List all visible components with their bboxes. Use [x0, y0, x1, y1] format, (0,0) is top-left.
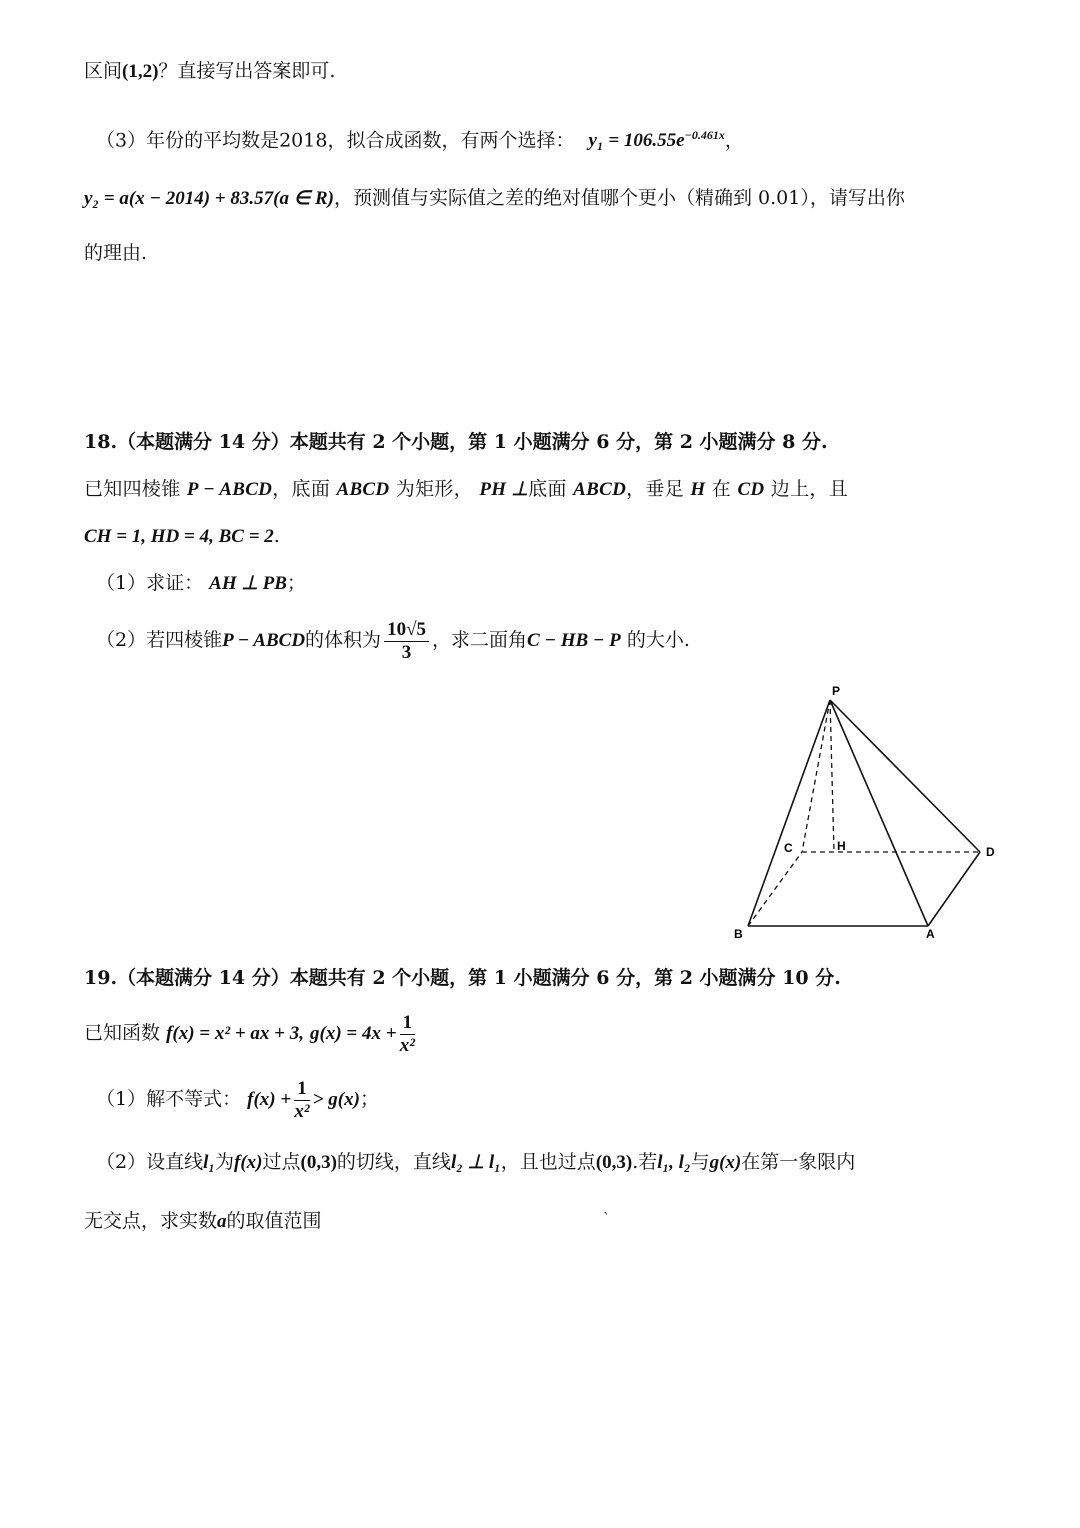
text: ，拟合成函数，有两个选择：	[327, 129, 575, 152]
edge-PC	[802, 700, 830, 852]
q18-part1	[96, 568, 1000, 599]
fraction	[400, 1012, 416, 1057]
part-label: （1）求证：	[96, 572, 204, 594]
text: 的切线，直线	[336, 1151, 451, 1173]
part-label: （3）年份的平均数是	[96, 129, 280, 152]
text: 与	[690, 1151, 710, 1173]
text: 的大小.	[626, 629, 690, 651]
math: C − HB − P	[527, 630, 621, 651]
question-heading: 19.（本题满分 14 分）本题共有 2 个小题，第 1 小题满分 6 分，第 2 小题满分 10 分.	[84, 967, 841, 989]
text: 在第一象限内	[741, 1151, 856, 1173]
text: 的体积为	[305, 629, 382, 651]
math: l₁	[203, 1152, 215, 1173]
part-label: （2）若四棱锥	[96, 629, 223, 651]
text: 区间	[84, 60, 123, 82]
edge-BC	[748, 852, 802, 926]
denominator: 3	[401, 641, 412, 663]
text: ？直接写出答案即可.	[158, 60, 336, 82]
text: 底面	[528, 478, 567, 500]
part-label: （1）解不等式：	[96, 1088, 242, 1110]
math: > g(x)	[312, 1089, 360, 1110]
question-heading: 18.（本题满分 14 分）本题共有 2 个小题，第 1 小题满分 6 分，第 2 小题满分 8 分.	[84, 431, 828, 453]
text: 为矩形，	[395, 478, 473, 500]
text: .	[273, 525, 280, 547]
text: ；	[359, 1088, 379, 1110]
math: CH = 1, HD = 4, BC = 2	[84, 526, 274, 547]
math: P − ABCD	[186, 479, 273, 500]
function-g: g(x) = 4x +	[310, 1023, 397, 1044]
label-B: B	[734, 927, 743, 940]
fraction	[294, 1078, 310, 1123]
math: f(x) +	[247, 1089, 292, 1110]
part-label: （2）设直线	[96, 1151, 204, 1173]
numerator: 1	[400, 1012, 416, 1035]
math: ABCD	[336, 479, 390, 500]
text: 已知四棱锥	[84, 478, 181, 500]
label-C: C	[784, 841, 793, 855]
math: f(x)	[234, 1152, 263, 1173]
text: ，垂足	[626, 478, 685, 500]
text: ，且也过点	[500, 1151, 596, 1173]
q19-given	[84, 1006, 1000, 1061]
math: (0,3)	[595, 1152, 633, 1173]
math: ABCD	[573, 479, 627, 500]
year: 2018	[279, 129, 328, 152]
denominator: x²	[294, 1100, 310, 1122]
edge-AD	[928, 852, 980, 926]
function-f: f(x) = x² + ax + 3,	[166, 1023, 304, 1044]
text: ；	[286, 572, 306, 594]
numerator: 10√5	[384, 619, 429, 642]
segment-PH	[830, 700, 834, 852]
edge-PD	[830, 700, 980, 852]
text: 无交点，求实数	[84, 1210, 218, 1232]
text: 边上，且	[770, 478, 848, 500]
edge-PB	[748, 700, 830, 926]
text: 过点	[262, 1151, 301, 1173]
text: 在	[711, 478, 732, 500]
math: AH ⊥ PB	[209, 573, 287, 594]
math: a	[217, 1211, 227, 1232]
math: (0,3)	[300, 1152, 337, 1173]
q18-part2	[96, 612, 1000, 669]
text: ，预测值与实际值之差的绝对值哪个更小（精确到 0.01），请写出你	[334, 187, 905, 209]
formula-y2: y₂ = a(x − 2014) + 83.57(a ∈ R)	[84, 188, 335, 209]
label-H: H	[837, 839, 846, 853]
math: CD	[737, 479, 765, 500]
q19-part2	[96, 1147, 1000, 1178]
label-P: P	[832, 684, 841, 698]
edge-PA	[830, 700, 928, 926]
q17-part3	[96, 120, 1000, 156]
text: ，底面	[272, 478, 331, 500]
text: 的理由.	[84, 242, 148, 264]
math: g(x)	[709, 1152, 742, 1173]
numerator: 1	[294, 1078, 310, 1101]
math: l₁, l₂	[657, 1152, 691, 1173]
q19-part1	[96, 1072, 1000, 1127]
q18-statement	[84, 474, 1000, 505]
q18-given-lengths	[84, 521, 1000, 552]
label-A: A	[926, 927, 935, 940]
q19-heading	[84, 963, 1000, 993]
q17-reason	[84, 238, 1000, 268]
q17-y2-line	[84, 183, 1000, 214]
denominator: x²	[399, 1034, 415, 1056]
math: l₂ ⊥ l₁	[450, 1152, 501, 1173]
label-D: D	[986, 845, 995, 859]
text: 为	[215, 1151, 235, 1173]
math: H	[690, 479, 706, 500]
formula-exponent: −0.461x	[684, 128, 725, 142]
math-interval: (1,2)	[122, 61, 159, 82]
formula-y1: y₁ = 106.55e	[588, 130, 685, 152]
stray-mark: ˋ	[603, 1211, 610, 1227]
q17-line-interval	[84, 56, 1000, 87]
math: PH ⊥	[479, 479, 529, 500]
volume-fraction	[384, 619, 429, 664]
text: ，求二面角	[432, 629, 528, 651]
q19-part2-cont	[84, 1206, 1000, 1237]
text: ，	[724, 129, 744, 152]
math: P − ABCD	[222, 630, 306, 651]
pyramid-figure	[730, 684, 1000, 940]
q18-heading	[84, 427, 1000, 457]
text: .若	[632, 1151, 658, 1173]
text: 已知函数	[84, 1022, 161, 1044]
text: 的取值范围	[226, 1210, 322, 1232]
